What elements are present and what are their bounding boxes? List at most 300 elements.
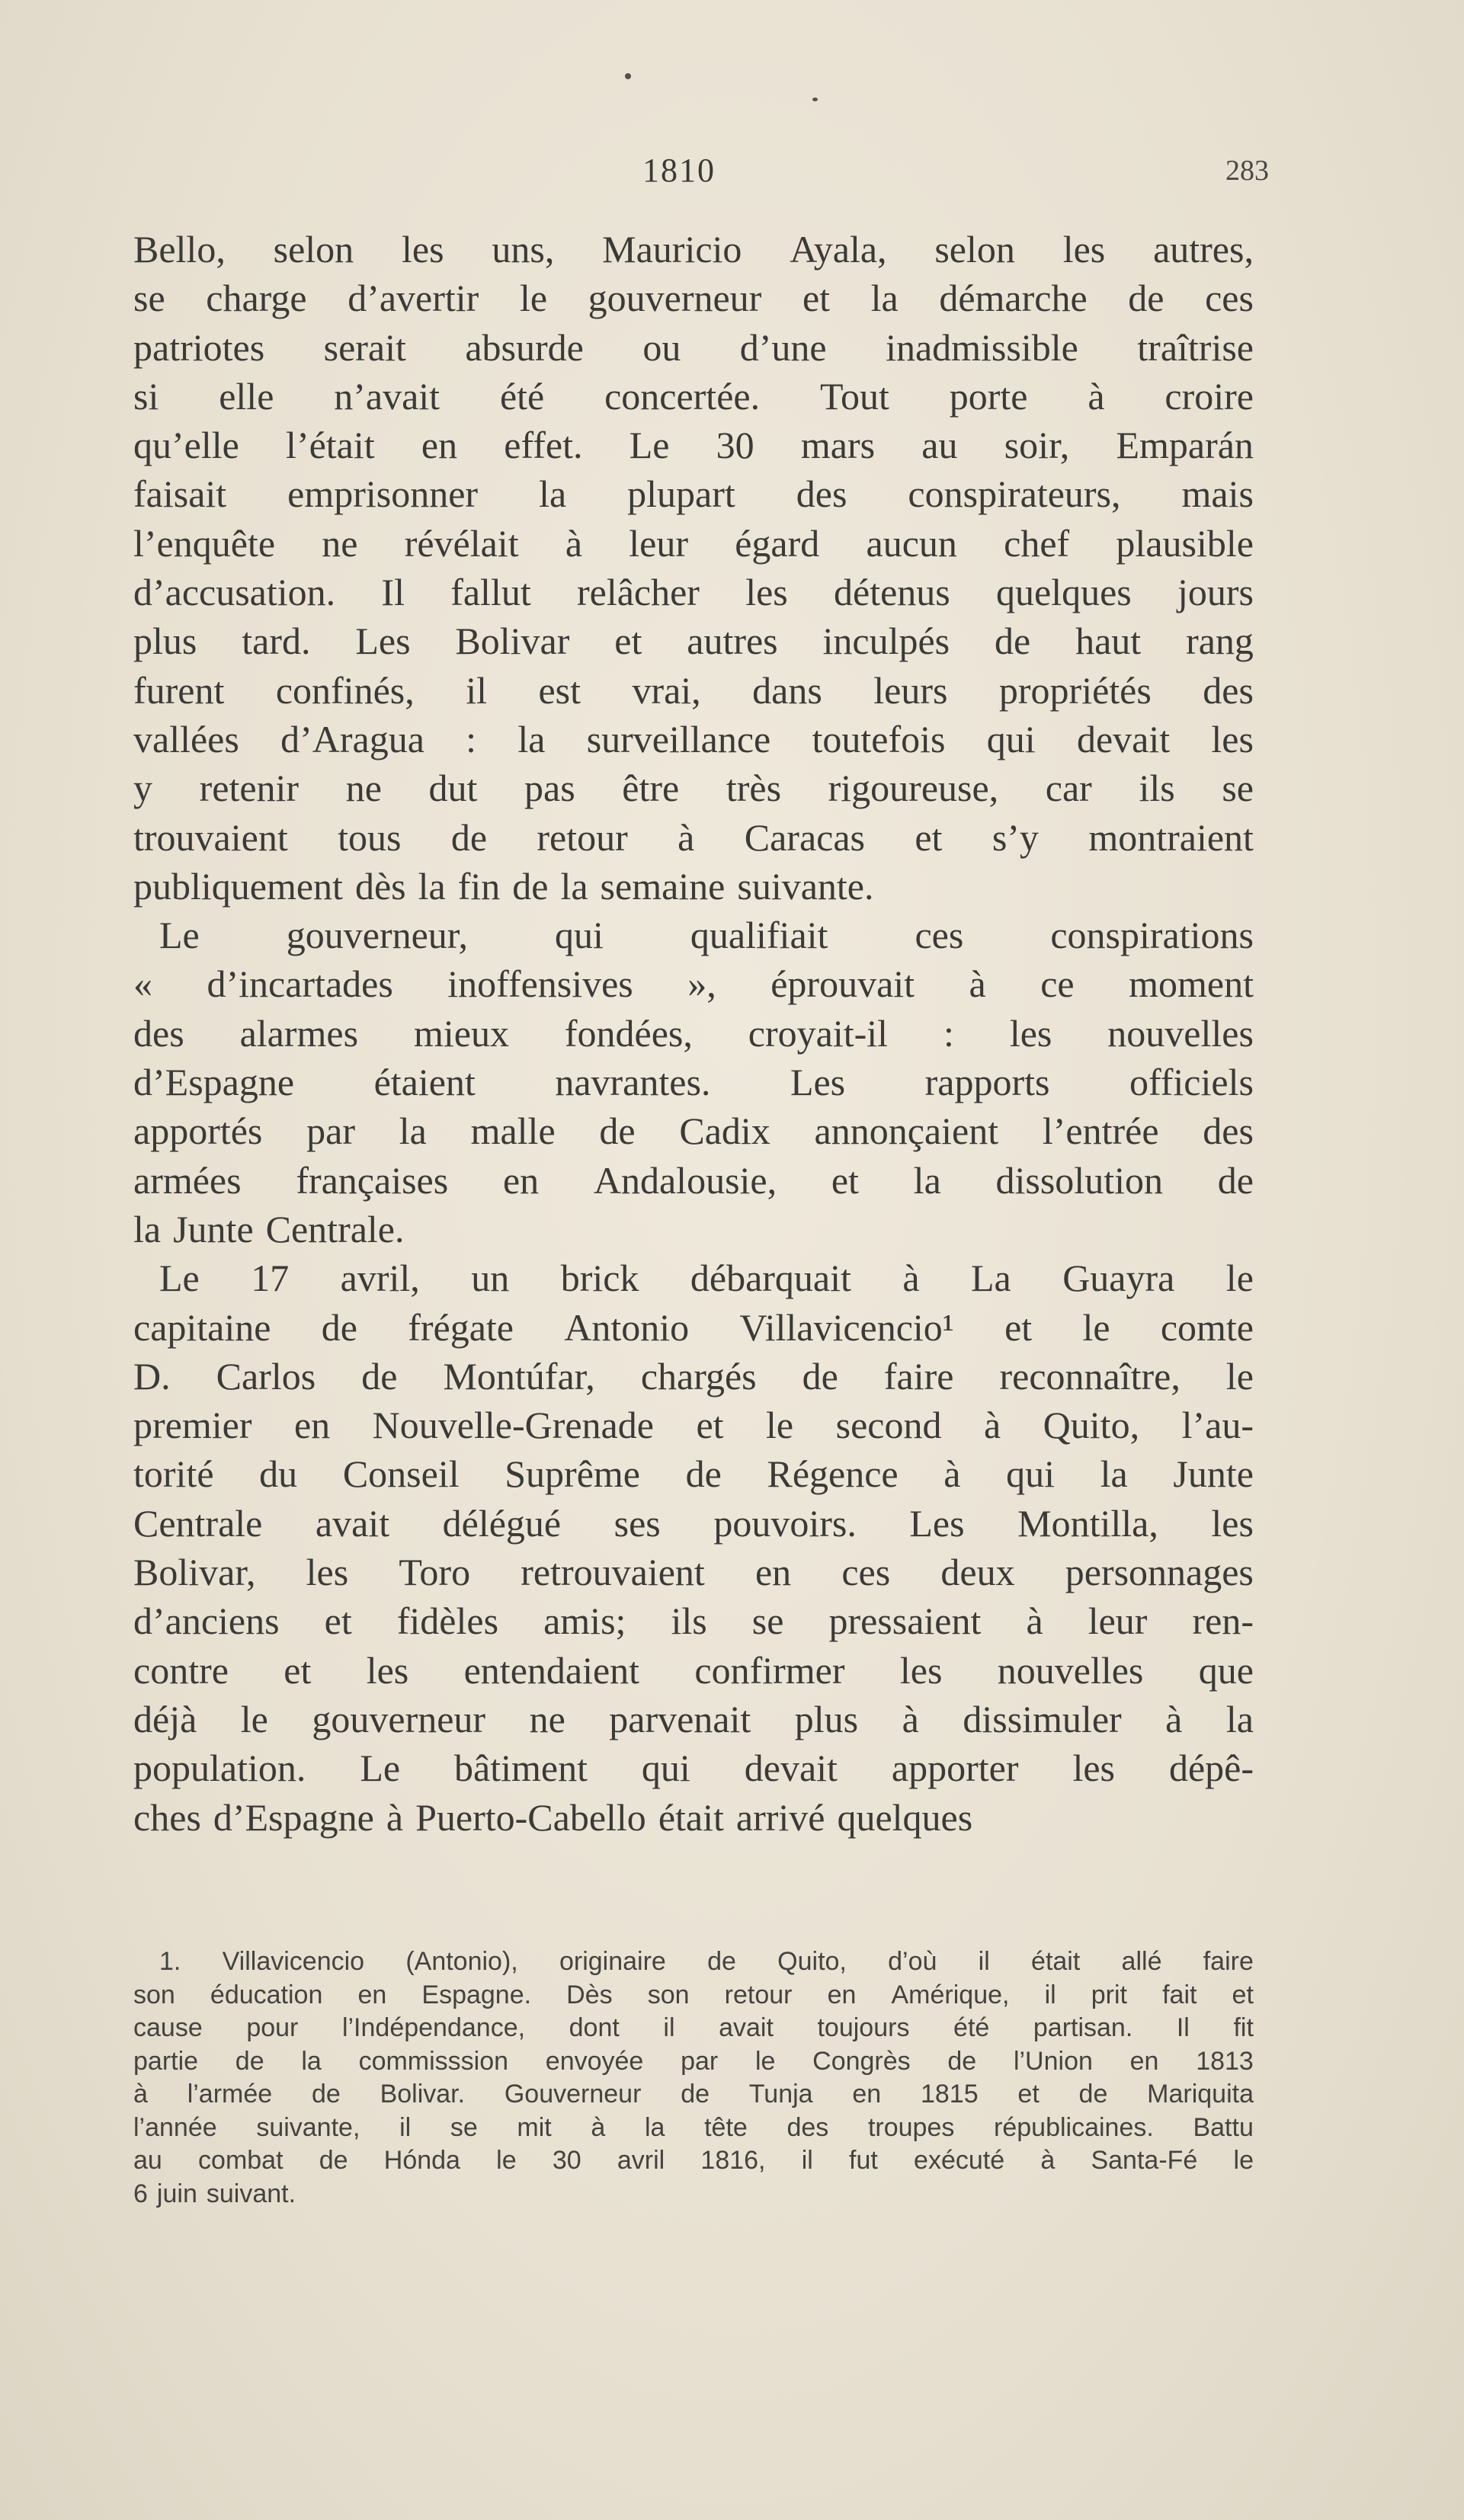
word: s’y <box>991 815 1039 859</box>
word: le <box>496 2146 517 2175</box>
word: de <box>1217 1158 1254 1202</box>
word: Montúfar, <box>443 1354 595 1398</box>
word: Les <box>909 1501 965 1545</box>
body-text-line <box>133 1744 1254 1792</box>
footnote-line <box>133 2078 1254 2112</box>
body-text-line <box>133 616 1254 665</box>
word: envoyée <box>545 2046 644 2076</box>
word: que <box>1198 1648 1254 1692</box>
body-text-line <box>133 862 1254 911</box>
word: ne <box>322 521 358 565</box>
word: Congrès <box>812 2046 911 2076</box>
word: la <box>913 1158 941 1202</box>
word: autres <box>687 620 778 663</box>
word: de <box>512 864 549 908</box>
footnote-line <box>133 2112 1254 2145</box>
word: la <box>418 864 446 908</box>
footnote-line <box>133 2178 1254 2211</box>
word: devait <box>1076 717 1171 760</box>
word: Junte <box>173 1207 254 1250</box>
word: Bolivar. <box>380 2080 466 2109</box>
word: à <box>591 2112 606 2142</box>
word: torité <box>133 1452 214 1496</box>
word: en <box>852 2080 882 2109</box>
word: qui <box>554 914 604 957</box>
word: D. <box>133 1354 171 1398</box>
word: apporter <box>891 1747 1019 1790</box>
word: gouverneur, <box>286 914 468 957</box>
word: Le <box>159 914 200 957</box>
word: mit <box>517 2112 552 2142</box>
word: et <box>1004 1305 1033 1349</box>
word: ne <box>345 767 382 810</box>
word: leur <box>1088 1599 1148 1643</box>
word: conspirateurs, <box>908 472 1121 516</box>
word: retour <box>724 1980 793 2009</box>
word: la <box>399 1110 427 1153</box>
body-text-line <box>133 372 1254 421</box>
word: Quito, <box>1043 1404 1140 1447</box>
word: tête <box>704 2112 748 2142</box>
word: aucun <box>866 521 957 565</box>
word: en <box>421 424 458 467</box>
word: autres, <box>1153 228 1254 271</box>
body-text-line <box>133 1401 1254 1449</box>
word: ses <box>613 1501 661 1545</box>
word: apportés <box>133 1110 263 1153</box>
word: révélait <box>404 521 519 565</box>
body-text-line <box>133 911 1254 959</box>
word: faire <box>1203 1947 1254 1976</box>
word: Les <box>790 1061 846 1104</box>
footnote-line <box>133 1945 1254 1979</box>
body-text-line <box>133 959 1254 1008</box>
word: tous <box>338 815 402 859</box>
word: à <box>969 962 986 1006</box>
word: Bello, <box>133 228 226 271</box>
word: ils <box>671 1599 707 1643</box>
word: inadmissible <box>886 325 1078 369</box>
word: le <box>1225 1354 1254 1398</box>
word: absurde <box>465 325 584 369</box>
word: Centrale. <box>265 1207 405 1250</box>
word: Andalousie, <box>593 1158 777 1202</box>
word: allé <box>1121 1947 1162 1976</box>
word: Guayra <box>1062 1257 1175 1300</box>
word: croire <box>1164 374 1254 418</box>
word: frégate <box>408 1305 514 1349</box>
word: fallut <box>450 571 531 614</box>
word: amis; <box>543 1599 626 1643</box>
word: charge <box>206 277 307 320</box>
word: en <box>1129 2046 1159 2076</box>
word: et <box>831 1158 859 1202</box>
word: Il <box>1176 2013 1190 2042</box>
word: d’avertir <box>348 277 479 320</box>
word: Puerto-Cabello <box>415 1795 646 1839</box>
word: confinés, <box>275 668 415 712</box>
word: et <box>614 620 642 663</box>
word: plausible <box>1116 521 1254 565</box>
word: de <box>802 1354 838 1398</box>
word: les <box>745 571 788 614</box>
word: emprisonner <box>287 472 479 516</box>
body-text-line <box>133 764 1254 812</box>
word: faire <box>883 1354 954 1398</box>
word: qu’elle <box>133 424 239 467</box>
word: Hónda <box>383 2146 460 2175</box>
word: soir, <box>1004 424 1070 467</box>
word: la <box>539 472 567 516</box>
word: 17 <box>251 1257 290 1300</box>
word: gouverneur <box>312 1697 486 1740</box>
word: plus <box>794 1697 859 1740</box>
word: Les <box>355 620 411 663</box>
word: concertée. <box>604 374 761 418</box>
body-text-line <box>133 1205 1254 1254</box>
footnotes <box>133 1945 1254 2211</box>
word: bâtiment <box>454 1747 588 1790</box>
word: ou <box>642 325 681 369</box>
word: la <box>870 277 899 320</box>
word: en <box>827 1980 857 2009</box>
word: de <box>235 2046 264 2076</box>
word: Bolivar, <box>133 1551 256 1594</box>
word: pouvoirs. <box>713 1501 857 1545</box>
word: parvenait <box>609 1697 751 1740</box>
word: à <box>1088 374 1105 418</box>
word: l’enquête <box>133 521 276 565</box>
print-speck <box>812 98 818 101</box>
word: leur <box>629 521 688 565</box>
word: inoffensives <box>447 962 633 1006</box>
word: contre <box>133 1648 229 1692</box>
word: à <box>678 815 695 859</box>
word: prit <box>1091 1980 1127 2009</box>
word: vrai, <box>632 668 701 712</box>
word: été <box>953 2013 990 2042</box>
word: Quito, <box>777 1947 847 1976</box>
word: l’Union <box>1013 2046 1093 2076</box>
word: 30 <box>552 2146 581 2175</box>
word: du <box>259 1452 298 1496</box>
word: la <box>301 2046 322 2076</box>
word: son <box>647 1980 690 2009</box>
word: quelques <box>996 571 1132 614</box>
word: à <box>983 1404 1001 1447</box>
word: il <box>663 2013 675 2042</box>
word: et <box>1232 1980 1254 2009</box>
word: dépê- <box>1168 1747 1254 1790</box>
word: haut <box>1075 620 1142 663</box>
word: des <box>1203 668 1254 712</box>
word: à <box>1040 2146 1056 2175</box>
body-text-line <box>133 1596 1254 1645</box>
word: commisssion <box>358 2046 509 2076</box>
word: retrouvaient <box>521 1551 705 1594</box>
body-text-line <box>133 715 1254 764</box>
word: jours <box>1177 571 1254 614</box>
footnote-line <box>133 2045 1254 2079</box>
word: 6 <box>133 2179 148 2208</box>
footnote-line <box>133 2012 1254 2045</box>
word: capitaine <box>133 1305 271 1349</box>
word: le <box>754 2046 776 2076</box>
word: 1815 <box>920 2080 979 2109</box>
word: le <box>240 1697 268 1740</box>
word: nouvelles <box>1107 1011 1254 1055</box>
body-text-line <box>133 1352 1254 1401</box>
word: d’une <box>739 325 827 369</box>
word: les <box>1072 1747 1115 1790</box>
word: en <box>502 1158 540 1202</box>
word: dans <box>752 668 822 712</box>
word: nouvelles <box>997 1648 1144 1692</box>
word: débarquait <box>690 1257 851 1300</box>
word: La <box>971 1257 1011 1300</box>
word: n’avait <box>334 374 440 418</box>
word: Le <box>360 1747 401 1790</box>
word: toutefois <box>812 717 946 760</box>
word: qualifiait <box>690 914 828 957</box>
word: la <box>1100 1452 1128 1496</box>
body-text-line <box>133 666 1254 715</box>
body-text-line <box>133 274 1254 322</box>
word: rapports <box>924 1061 1050 1104</box>
word: : <box>466 717 477 760</box>
word: Le <box>629 424 670 467</box>
word: juin <box>156 2179 197 2208</box>
word: retour <box>537 815 628 859</box>
word: vallées <box>133 717 239 760</box>
word: égard <box>735 521 820 565</box>
word: ces <box>915 914 964 957</box>
word: exécuté <box>914 2146 1005 2175</box>
word: montraient <box>1088 815 1254 859</box>
word: surveillance <box>586 717 771 760</box>
word: porte <box>949 374 1028 418</box>
word: quelques <box>837 1795 973 1839</box>
body-text-line <box>133 1449 1254 1498</box>
word: la <box>517 717 546 760</box>
page-number: 283 <box>1225 155 1269 187</box>
word: car <box>1045 767 1092 810</box>
word: était <box>1031 1947 1081 1976</box>
word: malle <box>470 1110 556 1153</box>
word: l’au- <box>1181 1404 1254 1447</box>
word: 1816, <box>700 2146 766 2175</box>
word: Nouvelle-Grenade <box>372 1404 654 1447</box>
word: d’Aragua <box>280 717 424 760</box>
word: et <box>1017 2080 1040 2109</box>
word: par <box>306 1110 355 1153</box>
word: à <box>902 1697 919 1740</box>
word: la <box>133 1207 162 1250</box>
word: Suprême <box>505 1452 640 1496</box>
word: second <box>835 1404 942 1447</box>
word: à <box>902 1257 920 1300</box>
word: se <box>751 1599 784 1643</box>
word: les <box>402 228 444 271</box>
word: de <box>1078 2080 1108 2109</box>
word: de <box>995 620 1031 663</box>
word: dut <box>428 767 478 810</box>
word: officiels <box>1129 1061 1254 1104</box>
word: de <box>599 1110 636 1153</box>
word: fait <box>1162 1980 1197 2009</box>
body-text-line <box>133 813 1254 862</box>
word: premier <box>133 1404 252 1447</box>
word: elle <box>219 374 274 418</box>
word: 1813 <box>1196 2046 1254 2076</box>
footnote-line <box>133 2144 1254 2178</box>
word: de <box>321 1305 357 1349</box>
word: qui <box>986 717 1036 760</box>
word: patriotes <box>133 325 265 369</box>
word: la <box>1225 1697 1254 1740</box>
word: Dès <box>566 1980 613 2009</box>
word: l’était <box>286 424 375 467</box>
word: les <box>1009 1011 1052 1055</box>
word: de <box>361 1354 398 1398</box>
word: ce <box>1040 962 1075 1006</box>
word: « <box>133 962 152 1006</box>
word: : <box>943 1011 954 1055</box>
word: était <box>658 1795 724 1839</box>
body-text-line <box>133 1303 1254 1352</box>
word: d’incartades <box>207 962 393 1006</box>
word: Antonio <box>564 1305 690 1349</box>
word: démarche <box>939 277 1088 320</box>
word: Bolivar <box>455 620 570 663</box>
word: (Antonio), <box>405 1947 518 1976</box>
word: l’année <box>133 2112 217 2142</box>
word: étaient <box>373 1061 476 1104</box>
word: comte <box>1160 1305 1254 1349</box>
word: Mariquita <box>1147 2080 1254 2109</box>
word: mars <box>800 424 876 467</box>
word: au <box>921 424 958 467</box>
word: en <box>754 1551 792 1594</box>
word: Villavicencio <box>222 1947 365 1976</box>
word: et <box>802 277 831 320</box>
word: des <box>796 472 847 516</box>
word: deux <box>940 1551 1015 1594</box>
running-header <box>133 151 1269 197</box>
word: à <box>133 2080 148 2109</box>
word: qui <box>641 1747 690 1790</box>
word: ces <box>1205 277 1254 320</box>
word: de <box>947 2046 977 2076</box>
word: les <box>366 1648 409 1692</box>
body-text-line <box>133 1009 1254 1058</box>
word: Centrale <box>133 1501 263 1545</box>
word: de <box>1128 277 1164 320</box>
body-text-line <box>133 1156 1254 1205</box>
word: navrantes. <box>555 1061 711 1104</box>
word: mais <box>1181 472 1254 516</box>
word: et <box>284 1648 312 1692</box>
main-text <box>133 225 1254 1842</box>
word: Gouverneur <box>504 2080 642 2109</box>
word: la <box>560 864 588 908</box>
header-year: 1810 <box>642 152 716 189</box>
word: très <box>726 767 782 810</box>
word: », <box>687 962 716 1006</box>
word: uns, <box>492 228 555 271</box>
word: les <box>306 1551 349 1594</box>
word: ces <box>841 1551 891 1594</box>
word: les <box>1211 1501 1254 1545</box>
word: Battu <box>1193 2112 1254 2142</box>
word: d’accusation. <box>133 571 336 614</box>
body-text-line <box>133 1106 1254 1155</box>
word: ne <box>529 1697 565 1740</box>
word: un <box>471 1257 510 1300</box>
word: républicaines. <box>994 2112 1154 2142</box>
body-text-line <box>133 1548 1254 1596</box>
word: serait <box>323 325 406 369</box>
word: chef <box>1004 521 1070 565</box>
footnote-line <box>133 1979 1254 2012</box>
word: suivante, <box>256 2112 360 2142</box>
word: ren- <box>1192 1599 1254 1643</box>
word: Cadix <box>679 1110 770 1153</box>
word: l’entrée <box>1042 1110 1159 1153</box>
word: Ayala, <box>790 228 887 271</box>
word: partisan. <box>1033 2013 1133 2042</box>
word: gouverneur <box>588 277 762 320</box>
word: de <box>311 2080 341 2109</box>
body-text-line <box>133 1646 1254 1695</box>
word: partie <box>133 2046 199 2076</box>
print-speck <box>625 73 631 79</box>
word: à <box>1165 1697 1183 1740</box>
body-text-line <box>133 1793 1254 1842</box>
word: et <box>915 815 943 859</box>
word: inculpés <box>822 620 950 663</box>
word: Santa-Fé <box>1091 2146 1198 2175</box>
word: de <box>681 2080 710 2109</box>
word: leurs <box>873 668 948 712</box>
word: ches <box>133 1795 201 1839</box>
word: Villavicencio¹ <box>739 1305 954 1349</box>
word: les <box>899 1648 943 1692</box>
word: combat <box>198 2146 284 2175</box>
word: fit <box>1233 2013 1254 2042</box>
word: les <box>1062 228 1106 271</box>
word: ils <box>1139 767 1175 810</box>
word: de <box>450 815 488 859</box>
word: rigoureuse, <box>828 767 999 810</box>
word: avril <box>617 2146 665 2175</box>
word: délégué <box>442 1501 562 1545</box>
word: publiquement <box>133 864 343 908</box>
word: Emparán <box>1116 424 1254 467</box>
word: la <box>644 2112 665 2142</box>
word: avril, <box>340 1257 420 1300</box>
word: des <box>1203 1110 1254 1153</box>
body-text-line <box>133 225 1254 274</box>
word: se <box>450 2112 478 2142</box>
word: conspirations <box>1050 914 1254 957</box>
word: pressaient <box>828 1599 982 1643</box>
word: dissimuler <box>963 1697 1122 1740</box>
word: Tunja <box>748 2080 813 2109</box>
word: d’où <box>888 1947 937 1976</box>
word: brick <box>560 1257 639 1300</box>
word: reconnaître, <box>999 1354 1180 1398</box>
